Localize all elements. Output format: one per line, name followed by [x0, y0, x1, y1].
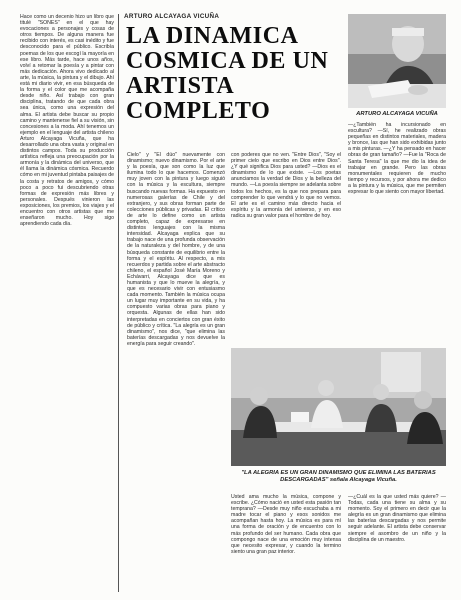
- group-photo-caption: "LA ALEGRIA ES UN GRAN DINAMISMO QUE ELIMINA LAS BATERIAS DESCARGADAS" señala Alcayaga Vicuña.: [241, 470, 436, 483]
- article-column-2: Cielo" y "El dúo" nuevamente con dinamismo; nuevo dinamismo. Por el arte y la poesía, que son como la luz que ilumina todo lo que hacemos. Comenzó muy joven con la pintura y luego siguió con la música y la escultura, siempre buscando nuevas formas. Ha expuesto en numerosas galerías de Chile y del extranjero, y sus obras forman parte de colecciones públicas y privadas. El crítico de arte lo define como un artista completo, capaz de expresarse en distintos lenguajes con la misma intensidad. Alcayaga explica que su trabajo nace de una profunda observación de la naturaleza y del hombre, y de una búsqueda constante de equilibrio entre la forma y el espíritu. Al respecto, a mis recuerdos y partida sobre el arte abstracto chileno, el español José María Moreno y Echávarri, Alcayaga dice que es humanista y que lo mueve la alegría, y que es necesario vivir con entusiasmo cada momento. También la música ocupa un lugar muy importante en su vida, y ha compuesto varias obras para piano y orquesta. Algunas de ellas han sido interpretadas en conciertos con gran éxito de público y crítica. "La alegría es un gran dinamismo", nos dice, "que elimina las baterías descargadas y nos devuelve la energía para seguir creando".: [127, 152, 225, 347]
- article-title: LA DINAMICA COSMICA DE UN ARTISTA COMPLETO: [126, 23, 329, 124]
- group-photo: [231, 348, 446, 466]
- article-column-6: —¿Cuál es la que usted más quiere? —Todas, cada una tiene su alma y su momento. Soy el primero en decir que la alegría es un gran dinamismo que elimina las baterías descargadas y nos permite seguir adelante. El artista debe conservar siempre el asombro de un niño y la disciplina de un maestro.: [348, 494, 446, 543]
- portrait-image: [348, 14, 446, 108]
- artist-portrait-photo: [348, 14, 446, 108]
- article-column-3: con poderes que no ven. "Entre Dios", "Soy el primer cielo que escribo en Dios entre Dios". ¿Y qué significa Dios para usted? —Dios es el dinamismo de lo que existe. —Los poetas anunciamos la verdad de Dios y la belleza del mundo. —La poesía siempre se adelanta sobre todos los hechos, es la que nos prepara para comprender lo que vendrá y lo que no vemos. El arte es el camino más directo hacia el espíritu y la armonía del universo, y en eso radica su gran valor para el hombre de hoy.: [231, 152, 341, 219]
- article-column-1: Hace como un decenio hizo un libro que titulé "SONES" en el que hay evocaciones a personajes y cosas de otros tiempos. De alguna manera fue recibido con interés, es casi inédito y fue desconocido para el público. Escribía poemas de los que escogí la mayoría en ese libro. Más tarde, hace unos años, volví a retomar la poesía y a pintar con más dedicación. Ahora vivo dedicado al arte, la música, la pintura y el dibujo. Ahí está mi diario vivir, en esa búsqueda de la forma y el color que me acompaña desde niño. Así trabajo con gran disciplina, tratando de que cada obra sea única, como una expresión del alma. El artista debe buscar su propio camino y mantenerse fiel a su visión, sin concesiones a la moda. Ahí tenemos un ejemplo en el lenguaje del artista chileno Arturo Alcayaga Vicuña, que ha desarrollado una obra vasta y original en distintos campos. Toda su producción artística refleja una preocupación por la armonía y la dinámica del universo, que él llama la dinámica cósmica. Recuerdo cómo en mi juventud pintaba paisajes de la costa y retratos de amigos, y cómo poco a poco fui descubriendo otras formas de expresión más libres y personales. Después vinieron las exposiciones, los premios, los viajes y el encuentro con otros artistas que me enseñaron mucho. Hoy sigo aprendiendo cada día.: [20, 14, 114, 228]
- author-byline: ARTURO ALCAYAGA VICUÑA: [124, 13, 220, 20]
- group-meeting-image: [231, 348, 446, 466]
- article-column-4: —¿También ha incursionado en escultura? —Sí, he realizado obras pequeñas en distintos materiales, madera y bronce, las que han sido exhibidas junto a mis pinturas. —¿Y ha pensado en hacer obras de gran tamaño? —Fue la "Roca de Santa Teresa" la que me dio la idea de trabajar en grande. Pero las obras monumentales requieren de mucho tiempo y recursos, y por ahora me dedico a la pintura y la música, que me permiten expresar lo que siento con mayor libertad.: [348, 122, 446, 196]
- portrait-caption: ARTURO ALCAYAGA VICUÑA: [356, 111, 438, 117]
- article-column-5: Usted ama mucho la música, compone y escribe. ¿Cómo nació en usted esta pasión tan temprana? —Desde muy niño escuchaba a mi madre tocar el piano y esos sonidos me acompañan hasta hoy. La música es para mí una forma de oración y de encuentro con lo más profundo del ser humano. Cada obra que compongo nace de una emoción muy intensa que necesito expresar, y cuando la termino siento una gran paz interior.: [231, 494, 341, 555]
- column-divider: [118, 14, 119, 592]
